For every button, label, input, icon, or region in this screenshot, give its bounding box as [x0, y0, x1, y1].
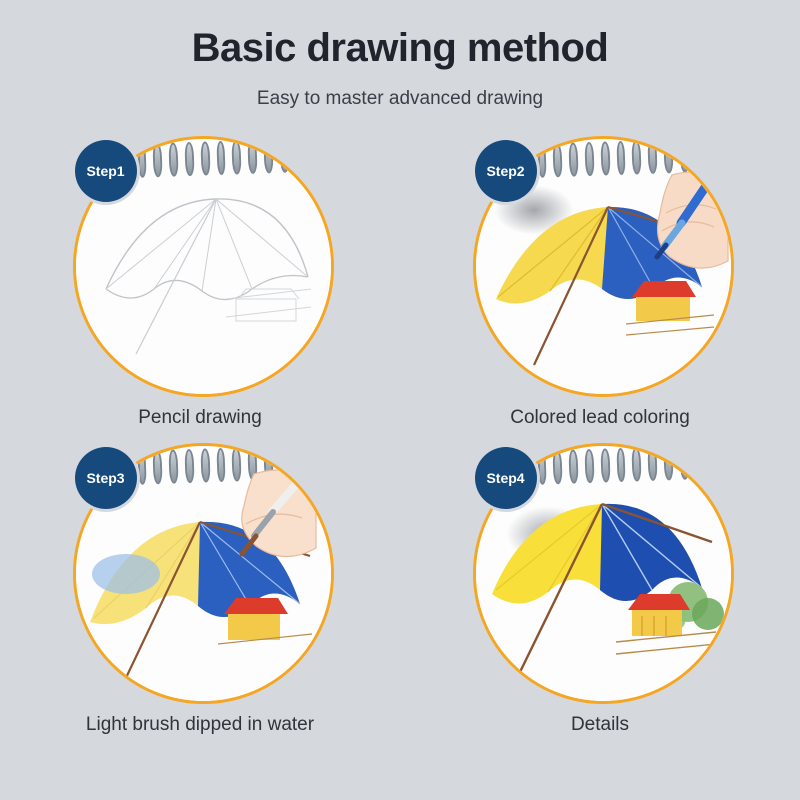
- step-card-1: [35, 136, 365, 429]
- step-1-badge: Step1: [75, 140, 137, 202]
- step-3-caption: Light brush dipped in water: [85, 714, 315, 735]
- step-1-illustration-wrap: [73, 136, 328, 391]
- step-3-illustration-wrap: [73, 443, 328, 698]
- step-card-4: [435, 443, 765, 736]
- page-subtitle: Easy to master advanced drawing: [256, 88, 544, 109]
- step-2-illustration-wrap: [473, 136, 728, 391]
- step-4-illustration-wrap: [473, 443, 728, 698]
- step-card-2: [435, 136, 765, 429]
- page-title: Basic drawing method: [191, 26, 609, 70]
- steps-grid: [0, 136, 800, 736]
- hand-holding-pencil: [657, 172, 727, 268]
- step-1-caption: Pencil drawing: [138, 407, 262, 428]
- step-2-caption: Colored lead coloring: [510, 407, 690, 428]
- step-2-badge: Step2: [475, 140, 537, 202]
- step-3-badge: Step3: [75, 447, 137, 509]
- step-4-badge: Step4: [475, 447, 537, 509]
- step-4-caption: Details: [570, 714, 630, 735]
- step-card-3: [35, 443, 365, 736]
